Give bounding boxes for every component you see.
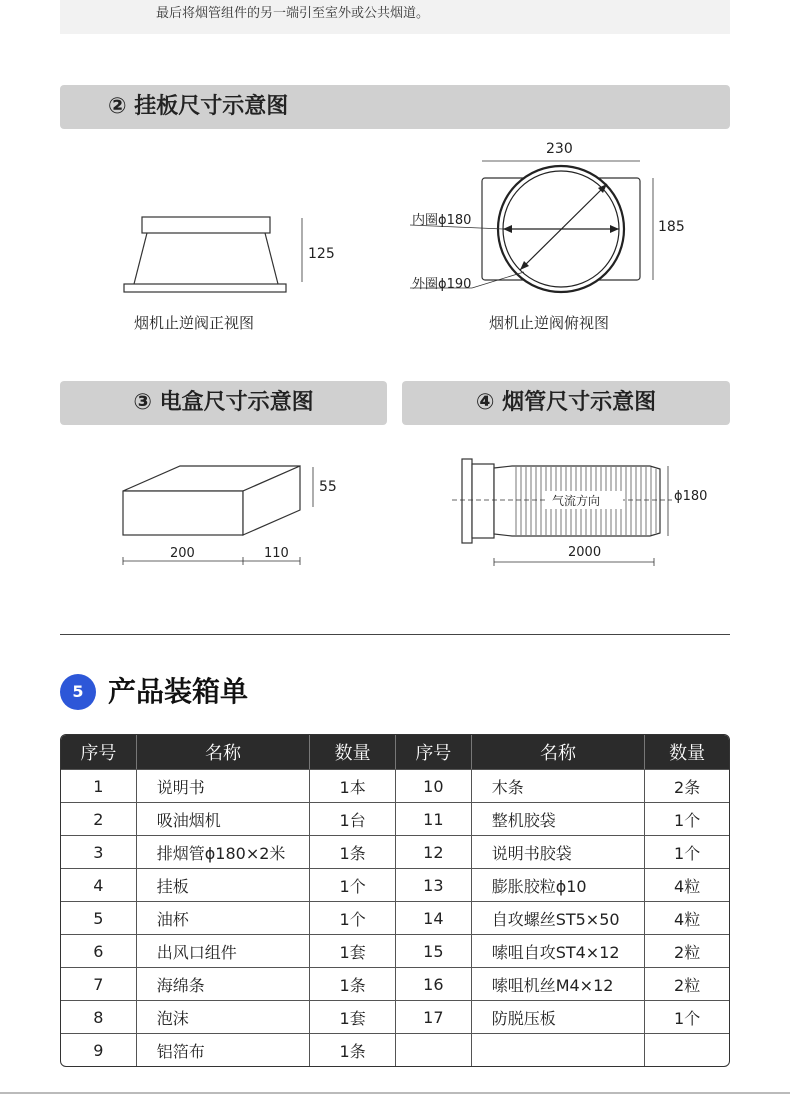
section-hanging-board xyxy=(60,85,730,129)
top-note xyxy=(60,0,730,34)
bottom-rule xyxy=(0,1092,790,1094)
table-row xyxy=(61,901,729,934)
cell-index: 3 xyxy=(61,835,137,868)
header-name: 名称 xyxy=(137,735,311,769)
cell-quantity: 1台 xyxy=(310,802,396,835)
top-note-text: 最后将烟管组件的另一端引至室外或公共烟道。 xyxy=(156,6,430,21)
outer-ring-label: 外圈ϕ190 xyxy=(412,277,472,292)
top-view-caption: 烟机止逆阀俯视图 xyxy=(489,314,610,332)
cell-name: 说明书胶袋 xyxy=(472,835,646,868)
cell-index: 6 xyxy=(61,934,137,967)
section-title: ③ 电盒尺寸示意图 xyxy=(133,390,314,415)
cell-quantity: 1本 xyxy=(310,769,396,802)
front-view-diagram xyxy=(110,200,340,310)
section-divider xyxy=(60,634,730,635)
cell-quantity: 1个 xyxy=(645,835,729,868)
packing-list-table xyxy=(60,734,730,1067)
cell-quantity: 1个 xyxy=(310,868,396,901)
cell-name: 吸油烟机 xyxy=(137,802,311,835)
cell-index: 8 xyxy=(61,1000,137,1033)
cell-name: 膨胀胶粒ϕ10 xyxy=(472,868,646,901)
header-index: 序号 xyxy=(61,735,137,769)
cell-name: 排烟管ϕ180×2米 xyxy=(137,835,311,868)
cell-quantity: 1条 xyxy=(310,967,396,1000)
cell-quantity: 1个 xyxy=(645,802,729,835)
section-smoke-pipe xyxy=(402,381,730,425)
pipe-diameter-label: ϕ180 xyxy=(674,489,708,504)
cell-quantity: 1个 xyxy=(310,901,396,934)
cell-index: 2 xyxy=(61,802,137,835)
cell-name: 挂板 xyxy=(137,868,311,901)
section-number-badge: 5 xyxy=(60,674,96,710)
cell-name: 说明书 xyxy=(137,769,311,802)
header-index: 序号 xyxy=(396,735,472,769)
top-view-width-label: 230 xyxy=(546,141,573,157)
cell-index: 9 xyxy=(61,1033,137,1066)
cell-quantity xyxy=(645,1033,729,1066)
cell-quantity: 1个 xyxy=(645,1000,729,1033)
cell-quantity: 4粒 xyxy=(645,901,729,934)
cell-quantity: 4粒 xyxy=(645,868,729,901)
table-row xyxy=(61,802,729,835)
cell-name: 海绵条 xyxy=(137,967,311,1000)
pipe-length-label: 2000 xyxy=(568,545,602,560)
cell-index: 15 xyxy=(396,934,472,967)
cell-quantity: 2粒 xyxy=(645,934,729,967)
box-height-label: 55 xyxy=(319,479,337,495)
header-name: 名称 xyxy=(472,735,646,769)
table-row xyxy=(61,967,729,1000)
header-quantity: 数量 xyxy=(645,735,729,769)
cell-index: 17 xyxy=(396,1000,472,1033)
box-depth-label: 110 xyxy=(264,546,289,561)
table-row xyxy=(61,868,729,901)
cell-index: 14 xyxy=(396,901,472,934)
cell-name: 自攻螺丝ST5×50 xyxy=(472,901,646,934)
cell-name: 泡沫 xyxy=(137,1000,311,1033)
cell-name: 铝箔布 xyxy=(137,1033,311,1066)
cell-quantity: 2粒 xyxy=(645,967,729,1000)
table-row xyxy=(61,1033,729,1066)
inner-ring-label: 内圈ϕ180 xyxy=(412,213,472,228)
front-view-height-label: 125 xyxy=(308,246,335,262)
cell-index: 10 xyxy=(396,769,472,802)
table-row xyxy=(61,835,729,868)
cell-index: 5 xyxy=(61,901,137,934)
section-title: ② 挂板尺寸示意图 xyxy=(108,94,289,119)
cell-quantity: 1套 xyxy=(310,1000,396,1033)
box-diagram xyxy=(110,455,340,575)
cell-name: 嗦咀自攻ST4×12 xyxy=(472,934,646,967)
cell-name: 油杯 xyxy=(137,901,311,934)
cell-name: 防脱压板 xyxy=(472,1000,646,1033)
cell-quantity: 1条 xyxy=(310,835,396,868)
table-row xyxy=(61,1000,729,1033)
cell-name: 嗦咀机丝M4×12 xyxy=(472,967,646,1000)
cell-index: 12 xyxy=(396,835,472,868)
cell-index: 16 xyxy=(396,967,472,1000)
section-electric-box xyxy=(60,381,387,425)
cell-index xyxy=(396,1033,472,1066)
cell-index: 7 xyxy=(61,967,137,1000)
box-length-label: 200 xyxy=(170,546,195,561)
cell-name: 整机胶袋 xyxy=(472,802,646,835)
cell-quantity: 2条 xyxy=(645,769,729,802)
table-header-row xyxy=(61,735,729,769)
cell-name: 出风口组件 xyxy=(137,934,311,967)
table-row xyxy=(61,769,729,802)
cell-index: 13 xyxy=(396,868,472,901)
cell-quantity: 1套 xyxy=(310,934,396,967)
packing-list-title: 产品装箱单 xyxy=(108,675,249,708)
cell-index: 11 xyxy=(396,802,472,835)
cell-name xyxy=(472,1033,646,1066)
section-title: ④ 烟管尺寸示意图 xyxy=(475,390,657,415)
airflow-label: 气流方向 xyxy=(552,494,601,508)
header-quantity: 数量 xyxy=(310,735,396,769)
table-row xyxy=(61,934,729,967)
cell-name: 木条 xyxy=(472,769,646,802)
cell-index: 4 xyxy=(61,868,137,901)
front-view-caption: 烟机止逆阀正视图 xyxy=(134,314,255,332)
cell-quantity: 1条 xyxy=(310,1033,396,1066)
cell-index: 1 xyxy=(61,769,137,802)
top-view-height-label: 185 xyxy=(658,219,685,235)
